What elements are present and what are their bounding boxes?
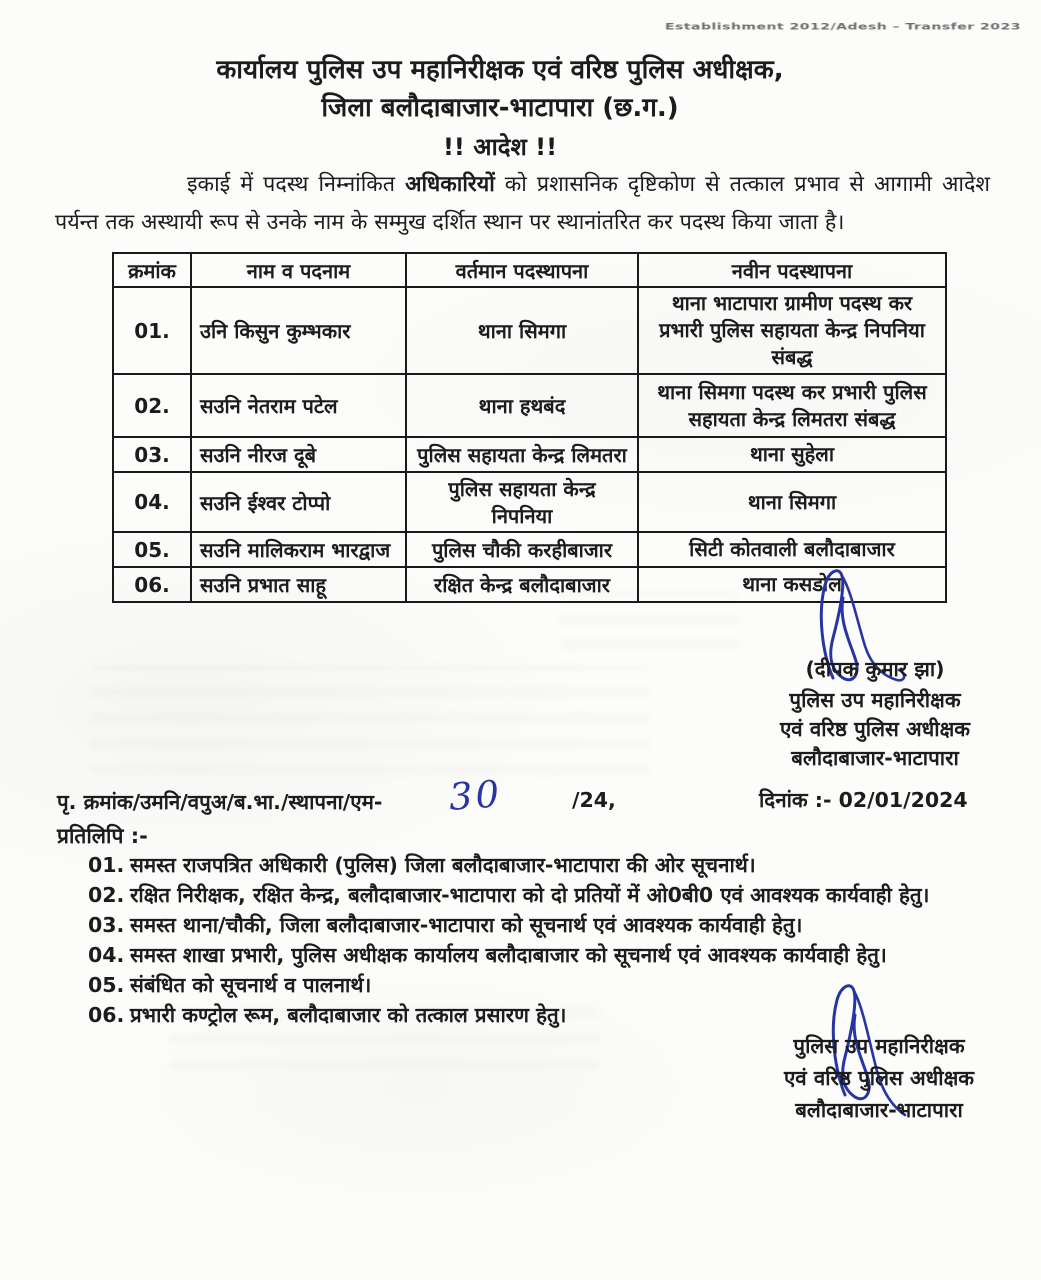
cell-name: सउनि ईश्वर टोप्पो xyxy=(191,472,406,532)
cell-sno: 03. xyxy=(113,437,191,472)
copy-item-text: समस्त थाना/चौकी, जिला बलौदाबाजार-भाटापारा को सूचनार्थ एवं आवश्यक कार्यवाही हेतु। xyxy=(130,913,803,937)
signatory-designation-1: पुलिस उप महानिरीक्षक xyxy=(793,1034,965,1058)
header-new-posting: नवीन पदस्थापना xyxy=(638,253,946,287)
cell-name: सउनि मालिकराम भारद्वाज xyxy=(191,532,406,567)
cell-current: पुलिस चौकी करहीबाजार xyxy=(406,532,638,567)
cell-new: सिटी कोतवाली बलौदाबाजार xyxy=(638,532,946,567)
copy-item-text: रक्षित निरीक्षक, रक्षित केन्द्र, बलौदाबाजार-भाटापारा को दो प्रतियों में ओ0बी0 एवं आवश्यक कार्यवाही हेतु। xyxy=(130,883,930,907)
copy-item xyxy=(88,880,988,910)
copy-item xyxy=(88,850,988,880)
copy-item-number: 06. xyxy=(88,1003,125,1027)
signatory-block-top xyxy=(740,655,1010,773)
copy-section-heading: प्रतिलिपि :- xyxy=(57,824,148,848)
cell-current: थाना सिमगा xyxy=(406,287,638,374)
cell-sno: 05. xyxy=(113,532,191,567)
reference-number-suffix: /24, xyxy=(572,788,616,812)
transfer-table xyxy=(112,252,947,603)
cell-new: थाना कसडोल xyxy=(638,567,946,602)
table-row xyxy=(113,374,946,437)
cell-sno: 06. xyxy=(113,567,191,602)
cell-name: उनि किसुन कुम्भकार xyxy=(191,287,406,374)
cell-current: थाना हथबंद xyxy=(406,374,638,437)
cell-sno: 01. xyxy=(113,287,191,374)
office-title-line2: जिला बलौदाबाजार-भाटापारा (छ.ग.) xyxy=(321,93,679,123)
cell-new: थाना सुहेला xyxy=(638,437,946,472)
reference-number-prefix: पृ. क्रमांक/उमनि/वपुअ/ब.भा./स्थापना/एम- xyxy=(57,790,383,814)
cell-current: पुलिस सहायता केन्द्र लिमतरा xyxy=(406,437,638,472)
copy-item-number: 01. xyxy=(88,853,125,877)
signatory-block-bottom xyxy=(748,1030,1010,1126)
table-row xyxy=(113,287,946,374)
order-date: दिनांक :- 02/01/2024 xyxy=(759,788,968,812)
cell-name: सउनि नेतराम पटेल xyxy=(191,374,406,437)
office-title-line1: कार्यालय पुलिस उप महानिरीक्षक एवं वरिष्ठ पुलिस अधीक्षक, xyxy=(216,55,784,85)
signatory-name: (दीपक कुमार झा) xyxy=(805,657,945,681)
signatory-designation-2: एवं वरिष्ठ पुलिस अधीक्षक xyxy=(779,717,971,741)
header-sno: क्रमांक xyxy=(113,253,191,287)
signatory-designation-3: बलौदाबाजार-भाटापारा xyxy=(795,1098,963,1122)
cell-sno: 02. xyxy=(113,374,191,437)
cell-name: सउनि नीरज दूबे xyxy=(191,437,406,472)
signatory-designation-2: एवं वरिष्ठ पुलिस अधीक्षक xyxy=(783,1066,975,1090)
cell-new: थाना सिमगा xyxy=(638,472,946,532)
copy-item-number: 02. xyxy=(88,883,125,907)
table-row xyxy=(113,472,946,532)
cell-new: थाना सिमगा पदस्थ कर प्रभारी पुलिस सहायता केन्द्र लिमतरा संबद्ध xyxy=(638,374,946,437)
table-header-row xyxy=(113,253,946,287)
signatory-designation-3: बलौदाबाजार-भाटापारा xyxy=(791,746,959,770)
cell-current: रक्षित केन्द्र बलौदाबाजार xyxy=(406,567,638,602)
header-name: नाम व पदनाम xyxy=(191,253,406,287)
order-heading: !! आदेश !! xyxy=(442,133,558,161)
copy-item-text: समस्त शाखा प्रभारी, पुलिस अधीक्षक कार्यालय बलौदाबाजार को सूचनार्थ एवं आवश्यक कार्यवाही हेतु। xyxy=(130,943,887,967)
cell-current: पुलिस सहायता केन्द्र निपनिया xyxy=(406,472,638,532)
copy-item-text: संबंधित को सूचनार्थ व पालनार्थ। xyxy=(130,973,372,997)
order-intro-paragraph xyxy=(55,166,990,242)
copy-item-text: प्रभारी कण्ट्रोल रूम, बलौदाबाजार को तत्काल प्रसारण हेतु। xyxy=(130,1003,567,1027)
intro-text-before: इकाई में पदस्थ निम्नांकित xyxy=(187,172,406,197)
intro-text-after: को प्रशासनिक दृष्टिकोण से तत्काल प्रभाव से आगामी आदेश पर्यन्त तक अस्थायी रूप से उनके नाम के सम्मुख दर्शित स्थान पर स्थानांतरित कर पदस्थ किया जाता है। xyxy=(55,172,990,235)
cell-name: सउनि प्रभात साहू xyxy=(191,567,406,602)
header-current-posting: वर्तमान पदस्थापना xyxy=(406,253,638,287)
scan-bleed-artifact xyxy=(90,665,650,775)
copy-item xyxy=(88,910,988,940)
table-row xyxy=(113,437,946,472)
copy-item-text: समस्त राजपत्रित अधिकारी (पुलिस) जिला बलौदाबाजार-भाटापारा की ओर सूचनार्थ। xyxy=(130,853,756,877)
dispatch-reference-line xyxy=(57,772,997,819)
intro-text-bold: अधिकारियों xyxy=(405,172,495,197)
copy-item-number: 03. xyxy=(88,913,125,937)
copy-item xyxy=(88,940,988,970)
copy-item-number: 05. xyxy=(88,973,125,997)
copy-item-number: 04. xyxy=(88,943,125,967)
cell-sno: 04. xyxy=(113,472,191,532)
signatory-designation-1: पुलिस उप महानिरीक्षक xyxy=(789,688,961,712)
handwritten-dispatch-number: 30 xyxy=(447,772,504,819)
establishment-watermark: Establishment 2012/Adesh – Transfer 2023 xyxy=(664,22,1021,32)
cell-new: थाना भाटापारा ग्रामीण पदस्थ कर प्रभारी पुलिस सहायता केन्द्र निपनिया संबद्ध xyxy=(638,287,946,374)
